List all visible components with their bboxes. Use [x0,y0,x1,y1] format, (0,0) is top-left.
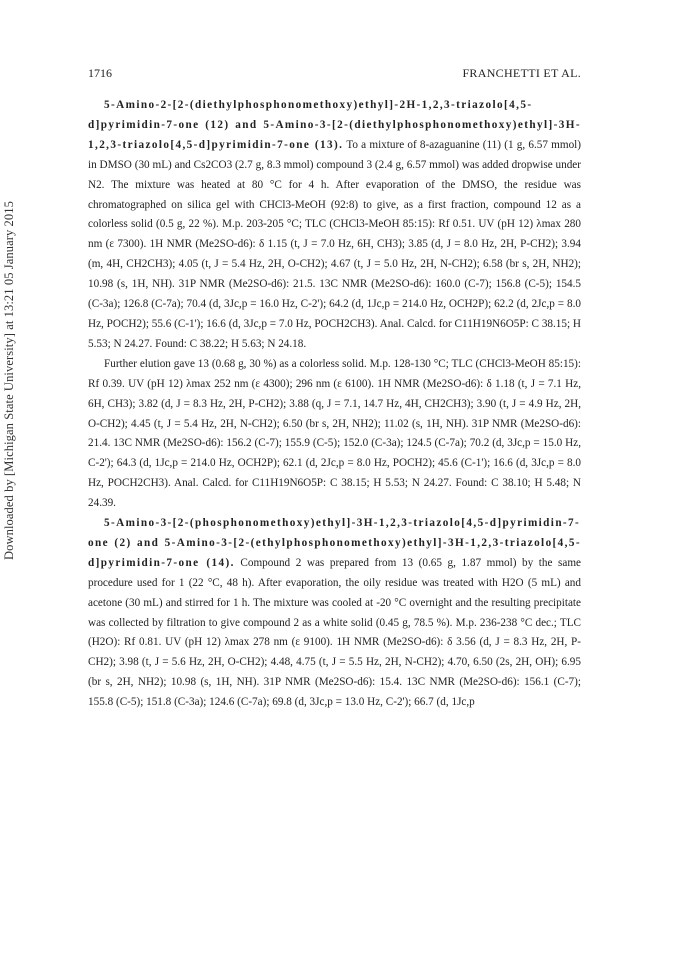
download-sidebar [0,0,40,960]
page-header [88,66,581,82]
paragraph-further-elution [88,355,581,514]
paragraph-text: Further elution gave 13 (0.68 g, 30 %) as a colorless solid. M.p. 128-130 °C; TLC (CHCl3-MeOH 85:15): Rf 0.39. UV (pH 12) λmax 252 nm (ε 4300); 296 nm (ε 6100). 1H NMR (Me2SO-d6): δ 1.18 (t, J = 7.1 Hz, 6H, CH3); 3.82 (d, J = 8.3 Hz, 2H, P-CH2); 3.88 (q, J = 7.1, 14.7 Hz, 4H, CH2CH3); 3.90 (t, J = 4.9 Hz, 2H, O-CH2); 4.45 (t, J = 5.4 Hz, 2H, N-CH2); 6.50 (br s, 2H, NH2); 11.02 (s, 1H, NH). 31P NMR (Me2SO-d6): 21.4. 13C NMR (Me2SO-d6): 156.2 (C-7); 155.9 (C-5); 152.0 (C-3a); 124.5 (C-7a); 70.2 (d, 3Jc,p = 15.0 Hz, C-2'); 64.3 (d, 1Jc,p = 214.0 Hz, OCH2P); 62.1 (d, 2Jc,p = 8.0 Hz, POCH2); 45.6 (C-1'); 16.6 (d, 3Jc,p = 8.0 Hz, POCH2CH3). Anal. Calcd. for C11H19N6O5P: C 38.15; H 5.53; N 24.27. Found: C 38.10; H 5.48; N 24.39. [88,357,581,510]
running-title: FRANCHETTI ET AL. [462,66,581,80]
paragraph-text: Compound 2 was prepared from 13 (0.65 g, 1.87 mmol) by the same procedure used for 1 (22 °C, 48 h). After evaporation, the oily residue was treated with H2O (5 mL) and acetone (30 mL) and stirred for 1 h. The mixture was cooled at -20 °C overnight and the resulting precipitate was collected by filtration to give compound 2 as a white solid (0.45 g, 78.5 %). M.p. 236-238 °C dec.; TLC (H2O): Rf 0.81. UV (pH 12) λmax 278 nm (ε 9100). 1H NMR (Me2SO-d6): δ 3.56 (d, J = 8.3 Hz, 2H, P-CH2); 3.98 (t, J = 5.6 Hz, 2H, O-CH2); 4.48, 4.75 (t, J = 5.5 Hz, 2H, N-CH2); 4.70, 6.50 (2s, 2H, OH); 6.95 (br s, 2H, NH2); 10.98 (s, 1H, NH). 31P NMR (Me2SO-d6): 15.4. 13C NMR (Me2SO-d6): 156.1 (C-7); 155.8 (C-5); 151.8 (C-3a); 124.6 (C-7a); 69.8 (d, 3Jc,p = 13.0 Hz, C-2'); 66.7 (d, 1Jc,p [88,556,582,709]
article-body [88,96,581,713]
paragraph-compounds-12-13 [88,96,581,355]
paragraph-text: To a mixture of 8-azaguanine (11) (1 g, 6.57 mmol) in DMSO (30 mL) and Cs2CO3 (2.7 g, 8.3 mmol) compound 3 (2.4 g, 6.57 mmol) was added dropwise under N2. The mixture was heated at 80 °C for 4 h. After evaporation of the DMSO, the residue was chromatographed on silica gel with CHCl3-MeOH (92:8) to give, as a first fraction, compound 12 as a colorless solid (0.5 g, 22 %). M.p. 203-205 °C; TLC (CHCl3-MeOH 85:15): Rf 0.51. UV (pH 12) λmax 280 nm (ε 7300). 1H NMR (Me2SO-d6): δ 1.15 (t, J = 7.0 Hz, 6H, CH3); 3.85 (d, J = 8.0 Hz, 2H, P-CH2); 3.94 (m, 4H, CH2CH3); 4.05 (t, J = 5.4 Hz, 2H, O-CH2); 4.67 (t, J = 5.0 Hz, 2H, N-CH2); 6.58 (br s, 2H, NH2); 10.98 (s, 1H, NH). 31P NMR (Me2SO-d6): 21.5. 13C NMR (Me2SO-d6): 160.0 (C-7); 156.8 (C-5); 154.5 (C-3a); 126.8 (C-7a); 70.4 (d, 3Jc,p = 16.0 Hz, C-2'); 64.2 (d, 1Jc,p = 214.0 Hz, OCH2P); 62.2 (d, 2Jc,p = 8.0 Hz, POCH2); 55.6 (C-1'); 16.6 (d, 3Jc,p = 7.0 Hz, POCH2CH3). Anal. Calcd. for C11H19N6O5P: C 38.15; H 5.53; N 24.27. Found: C 38.22; H 5.63; N 24.18. [88,138,581,350]
section-heading: 5-Amino-2-[2-(diethylphosphonomethoxy)ethyl]-2H-1,2,3-triazolo[4,5-d]pyrimidin-7-one (12) and 5-Amino-3-[2-(diethylphosphonomethoxy)ethyl]-3H-1,2,3-triazolo[4,5-d]pyrimidin-7-one (13). [88,99,581,151]
section-heading: 5-Amino-3-[2-(phosphonomethoxy)ethyl]-3H-1,2,3-triazolo[4,5-d]pyrimidin-7-one (2) and 5-Amino-3-[2-(ethylphosphonomethoxy)ethyl]-3H-1,2,3-triazolo[4,5-d]pyrimidin-7-one (14). [88,517,581,569]
download-notice: Downloaded by [Michigan State University] at 13:21 05 January 2015 [2,201,16,560]
page-number: 1716 [88,66,112,80]
paragraph-compounds-2-14 [88,514,581,713]
